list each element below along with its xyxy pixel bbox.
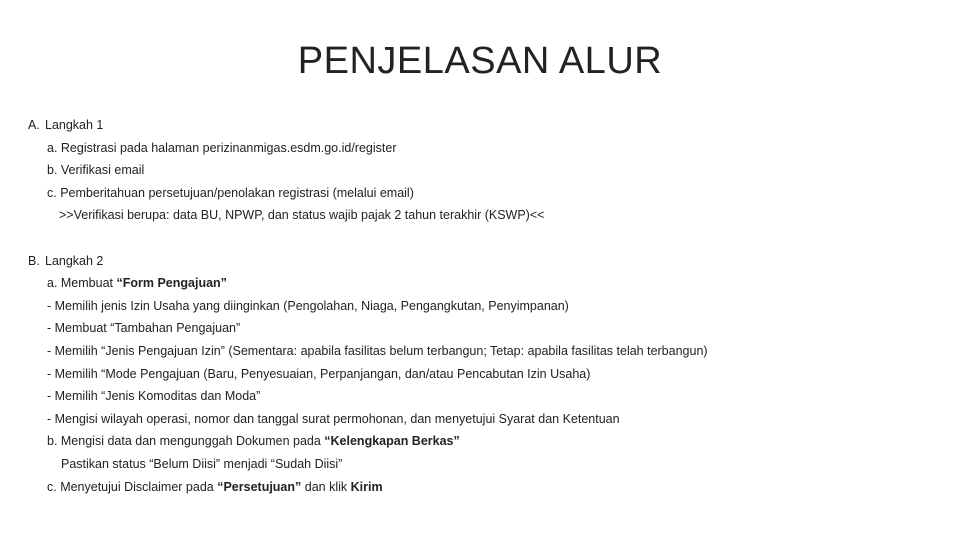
section-b-item-a [28,272,928,295]
section-b-item-c-mid: dan klik [301,479,351,494]
section-a-heading [28,114,928,137]
section-a-note: >>Verifikasi berupa: data BU, NPWP, dan status wajib pajak 2 tahun terakhir (KSWP)<< [59,208,545,223]
spacer [28,227,928,250]
section-b-subitem: - Memilih “Mode Pengajuan (Baru, Penyesuaian, Perpanjangan, dan/atau Pencabutan Izin Usaha) [47,366,591,381]
section-b-item-c-bold2: Kirim [350,479,383,494]
section-b-item-c-text: c. Menyetujui Disclaimer pada [47,479,218,494]
section-b-item-b [28,430,928,453]
page-title: PENJELASAN ALUR [297,40,663,82]
section-b-item-b-bold: “Kelengkapan Berkas” [324,434,460,449]
section-b-item-b-text: b. Mengisi data dan mengunggah Dokumen pada [47,434,325,449]
section-b-subitem: - Membuat “Tambahan Pengajuan” [47,321,241,336]
section-a-marker: A. [28,118,40,132]
section-a-item-c: c. Pemberitahuan persetujuan/penolakan registrasi (melalui email) [47,185,414,200]
section-b-subitem: - Memilih “Jenis Komoditas dan Moda” [47,389,261,404]
slide-body [28,114,928,498]
section-a-heading-text: Langkah 1 [45,118,104,132]
section-b-item-b-note: Pastikan status “Belum Diisi” menjadi “Sudah Diisi” [61,456,343,471]
section-b-subitem: - Memilih jenis Izin Usaha yang diinginkan (Pengolahan, Niaga, Pengangkutan, Penyimpanan) [47,298,569,313]
section-b-marker: B. [28,253,40,268]
section-b-item-c [28,476,928,499]
section-b-item-c-bold: “Persetujuan” [217,479,302,494]
section-a-item-a: a. Registrasi pada halaman perizinanmigas.esdm.go.id/register [47,140,397,155]
section-b-item-a-text: a. Membuat [47,276,117,291]
section-b-item-a-bold: “Form Pengajuan” [116,276,227,291]
section-a-item-b: b. Verifikasi email [47,163,145,178]
section-b-subitem: - Memilih “Jenis Pengajuan Izin” (Sementara: apabila fasilitas belum terbangun; Tetap: apabila fasilitas telah terbangun) [47,343,708,358]
section-b-heading [28,250,928,273]
section-b-subitem: - Mengisi wilayah operasi, nomor dan tanggal surat permohonan, dan menyetujui Syarat dan Ketentuan [47,411,620,426]
section-b-heading-text: Langkah 2 [45,253,104,268]
